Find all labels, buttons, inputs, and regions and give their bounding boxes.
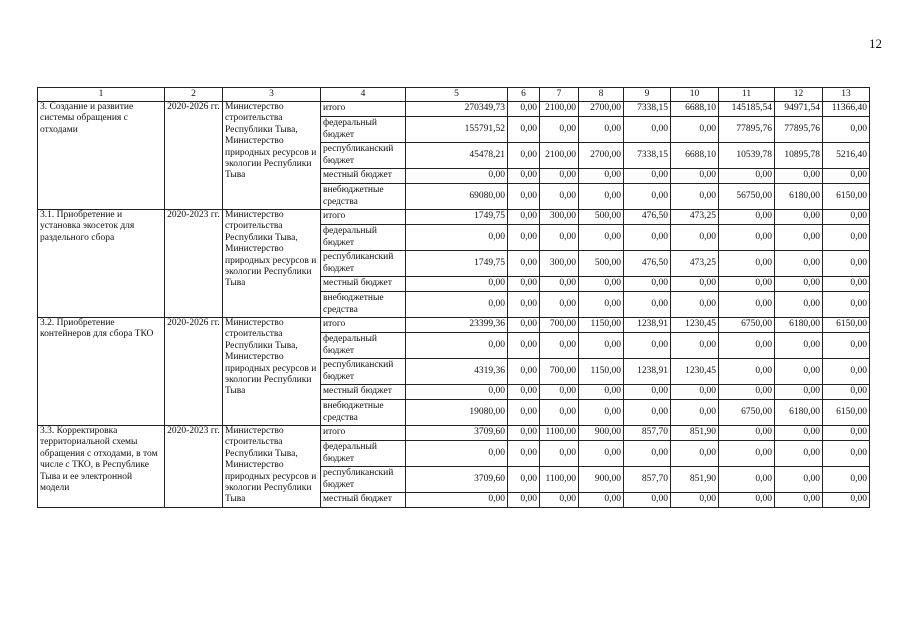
- funding-source-cell: итого: [321, 318, 406, 333]
- page-number: 12: [869, 36, 882, 51]
- funding-source-cell: федеральный бюджет: [321, 333, 406, 359]
- amount-cell: 145185,54: [719, 102, 775, 117]
- amount-cell: 0,00: [508, 143, 540, 169]
- column-header: 13: [823, 88, 870, 102]
- amount-cell: 10895,78: [775, 143, 823, 169]
- amount-cell: 11366,40: [823, 102, 870, 117]
- amount-cell: 0,00: [579, 117, 624, 143]
- amount-cell: 0,00: [624, 385, 671, 400]
- activity-name-cell: 3.2. Приобретение контейнеров для сбора ТКО: [38, 318, 165, 426]
- amount-cell: 1749,75: [406, 210, 508, 225]
- table-row: [38, 102, 870, 117]
- amount-cell: 0,00: [823, 292, 870, 318]
- years-cell: 2020-2023 гг.: [165, 426, 223, 508]
- funding-source-cell: местный бюджет: [321, 277, 406, 292]
- amount-cell: 2700,00: [579, 143, 624, 169]
- amount-cell: 0,00: [624, 225, 671, 251]
- amount-cell: 473,25: [671, 210, 719, 225]
- years-cell: 2020-2023 гг.: [165, 210, 223, 318]
- years-cell: 2020-2026 гг.: [165, 318, 223, 426]
- column-header: 3: [223, 88, 321, 102]
- amount-cell: 6150,00: [823, 400, 870, 426]
- amount-cell: 1230,45: [671, 359, 719, 385]
- amount-cell: 6750,00: [719, 400, 775, 426]
- table-body: [38, 102, 870, 508]
- amount-cell: 3709,60: [406, 467, 508, 493]
- amount-cell: 0,00: [508, 333, 540, 359]
- amount-cell: 94971,54: [775, 102, 823, 117]
- amount-cell: 56750,00: [719, 184, 775, 210]
- amount-cell: 0,00: [579, 169, 624, 184]
- amount-cell: 0,00: [406, 169, 508, 184]
- amount-cell: 1749,75: [406, 251, 508, 277]
- amount-cell: 0,00: [508, 400, 540, 426]
- amount-cell: 0,00: [671, 225, 719, 251]
- amount-cell: 0,00: [775, 467, 823, 493]
- amount-cell: 77895,76: [719, 117, 775, 143]
- ministry-cell: Министерство строительства Республики Тыва, Министерство природных ресурсов и экологии Республики Тыва: [223, 426, 321, 508]
- amount-cell: 0,00: [671, 169, 719, 184]
- amount-cell: 0,00: [775, 251, 823, 277]
- amount-cell: 1100,00: [540, 467, 579, 493]
- amount-cell: 0,00: [624, 169, 671, 184]
- amount-cell: 0,00: [406, 385, 508, 400]
- amount-cell: 69080,00: [406, 184, 508, 210]
- amount-cell: 0,00: [508, 426, 540, 441]
- amount-cell: 0,00: [719, 441, 775, 467]
- amount-cell: 0,00: [719, 359, 775, 385]
- amount-cell: 0,00: [775, 441, 823, 467]
- amount-cell: 0,00: [508, 251, 540, 277]
- amount-cell: 0,00: [406, 292, 508, 318]
- amount-cell: 0,00: [508, 184, 540, 210]
- amount-cell: 0,00: [719, 493, 775, 508]
- amount-cell: 45478,21: [406, 143, 508, 169]
- amount-cell: 1100,00: [540, 426, 579, 441]
- amount-cell: 1150,00: [579, 359, 624, 385]
- activity-name-cell: 3.3. Корректировка территориальной схемы обращения с отходами, в том числе с ТКО, в Республике Тыва и ее электронной модели: [38, 426, 165, 508]
- amount-cell: 1150,00: [579, 318, 624, 333]
- amount-cell: 0,00: [508, 225, 540, 251]
- amount-cell: 0,00: [508, 318, 540, 333]
- amount-cell: 2100,00: [540, 143, 579, 169]
- amount-cell: 0,00: [508, 441, 540, 467]
- amount-cell: 0,00: [508, 493, 540, 508]
- amount-cell: 0,00: [823, 333, 870, 359]
- amount-cell: 0,00: [719, 292, 775, 318]
- amount-cell: 0,00: [624, 333, 671, 359]
- amount-cell: 0,00: [823, 441, 870, 467]
- amount-cell: 0,00: [719, 426, 775, 441]
- amount-cell: 0,00: [540, 400, 579, 426]
- amount-cell: 0,00: [579, 292, 624, 318]
- amount-cell: 0,00: [508, 292, 540, 318]
- amount-cell: 0,00: [719, 277, 775, 292]
- amount-cell: 4319,36: [406, 359, 508, 385]
- amount-cell: 7338,15: [624, 102, 671, 117]
- amount-cell: 0,00: [775, 210, 823, 225]
- funding-source-cell: местный бюджет: [321, 493, 406, 508]
- amount-cell: 500,00: [579, 251, 624, 277]
- funding-source-cell: внебюджетные средства: [321, 292, 406, 318]
- amount-cell: 0,00: [823, 493, 870, 508]
- amount-cell: 6688,10: [671, 143, 719, 169]
- amount-cell: 300,00: [540, 210, 579, 225]
- ministry-cell: Министерство строительства Республики Тыва, Министерство природных ресурсов и экологии Республики Тыва: [223, 210, 321, 318]
- activity-name-cell: 3.1. Приобретение и установка экосеток для раздельного сбора: [38, 210, 165, 318]
- amount-cell: 0,00: [540, 117, 579, 143]
- amount-cell: 0,00: [624, 400, 671, 426]
- amount-cell: 0,00: [775, 292, 823, 318]
- amount-cell: 0,00: [719, 169, 775, 184]
- amount-cell: 6750,00: [719, 318, 775, 333]
- amount-cell: 500,00: [579, 210, 624, 225]
- amount-cell: 0,00: [508, 102, 540, 117]
- amount-cell: 3709,60: [406, 426, 508, 441]
- amount-cell: 19080,00: [406, 400, 508, 426]
- funding-source-cell: местный бюджет: [321, 385, 406, 400]
- amount-cell: 6688,10: [671, 102, 719, 117]
- amount-cell: 77895,76: [775, 117, 823, 143]
- amount-cell: 700,00: [540, 359, 579, 385]
- amount-cell: 0,00: [823, 467, 870, 493]
- amount-cell: 0,00: [671, 184, 719, 210]
- amount-cell: 0,00: [719, 210, 775, 225]
- amount-cell: 0,00: [823, 385, 870, 400]
- amount-cell: 0,00: [540, 493, 579, 508]
- funding-source-cell: республиканский бюджет: [321, 251, 406, 277]
- amount-cell: 0,00: [579, 385, 624, 400]
- table-row: [38, 210, 870, 225]
- funding-source-cell: республиканский бюджет: [321, 359, 406, 385]
- column-header: 2: [165, 88, 223, 102]
- amount-cell: 0,00: [823, 277, 870, 292]
- amount-cell: 0,00: [775, 493, 823, 508]
- amount-cell: 0,00: [719, 385, 775, 400]
- amount-cell: 0,00: [624, 277, 671, 292]
- amount-cell: 0,00: [823, 426, 870, 441]
- amount-cell: 476,50: [624, 210, 671, 225]
- amount-cell: 0,00: [671, 292, 719, 318]
- amount-cell: 0,00: [579, 493, 624, 508]
- column-header: 7: [540, 88, 579, 102]
- amount-cell: 0,00: [579, 441, 624, 467]
- amount-cell: 0,00: [540, 441, 579, 467]
- funding-source-cell: местный бюджет: [321, 169, 406, 184]
- amount-cell: 6180,00: [775, 184, 823, 210]
- amount-cell: 0,00: [719, 333, 775, 359]
- ministry-cell: Министерство строительства Республики Тыва, Министерство природных ресурсов и экологии Республики Тыва: [223, 318, 321, 426]
- amount-cell: 0,00: [406, 277, 508, 292]
- table-row: [38, 318, 870, 333]
- amount-cell: 0,00: [406, 493, 508, 508]
- amount-cell: 0,00: [508, 385, 540, 400]
- amount-cell: 0,00: [579, 225, 624, 251]
- amount-cell: 0,00: [719, 251, 775, 277]
- amount-cell: 0,00: [508, 277, 540, 292]
- amount-cell: 0,00: [823, 251, 870, 277]
- amount-cell: 0,00: [624, 184, 671, 210]
- table-row: [38, 426, 870, 441]
- amount-cell: 0,00: [823, 210, 870, 225]
- amount-cell: 0,00: [823, 225, 870, 251]
- amount-cell: 0,00: [775, 225, 823, 251]
- amount-cell: 0,00: [540, 169, 579, 184]
- amount-cell: 155791,52: [406, 117, 508, 143]
- amount-cell: 10539,78: [719, 143, 775, 169]
- amount-cell: 0,00: [508, 117, 540, 143]
- column-header: 9: [624, 88, 671, 102]
- amount-cell: 851,90: [671, 467, 719, 493]
- column-header: 8: [579, 88, 624, 102]
- amount-cell: 1238,91: [624, 359, 671, 385]
- amount-cell: 0,00: [508, 359, 540, 385]
- amount-cell: 0,00: [671, 385, 719, 400]
- funding-source-cell: внебюджетные средства: [321, 184, 406, 210]
- amount-cell: 6180,00: [775, 318, 823, 333]
- amount-cell: 0,00: [579, 277, 624, 292]
- amount-cell: 0,00: [624, 117, 671, 143]
- amount-cell: 2100,00: [540, 102, 579, 117]
- amount-cell: 0,00: [540, 292, 579, 318]
- amount-cell: 6180,00: [775, 400, 823, 426]
- amount-cell: 0,00: [775, 169, 823, 184]
- budget-table: [37, 87, 870, 508]
- amount-cell: 0,00: [624, 441, 671, 467]
- amount-cell: 0,00: [406, 225, 508, 251]
- amount-cell: 0,00: [624, 292, 671, 318]
- amount-cell: 0,00: [508, 210, 540, 225]
- funding-source-cell: внебюджетные средства: [321, 400, 406, 426]
- amount-cell: 0,00: [775, 359, 823, 385]
- amount-cell: 1238,91: [624, 318, 671, 333]
- amount-cell: 0,00: [823, 117, 870, 143]
- amount-cell: 0,00: [540, 184, 579, 210]
- column-header: 5: [406, 88, 508, 102]
- column-header: 12: [775, 88, 823, 102]
- amount-cell: 0,00: [671, 117, 719, 143]
- amount-cell: 0,00: [719, 225, 775, 251]
- amount-cell: 0,00: [540, 225, 579, 251]
- amount-cell: 0,00: [624, 493, 671, 508]
- amount-cell: 0,00: [579, 333, 624, 359]
- column-header: 11: [719, 88, 775, 102]
- activity-name-cell: 3. Создание и развитие системы обращения с отходами: [38, 102, 165, 210]
- amount-cell: 857,70: [624, 426, 671, 441]
- amount-cell: 0,00: [579, 400, 624, 426]
- funding-source-cell: итого: [321, 426, 406, 441]
- amount-cell: 476,50: [624, 251, 671, 277]
- amount-cell: 0,00: [540, 385, 579, 400]
- column-header: 4: [321, 88, 406, 102]
- amount-cell: 0,00: [775, 385, 823, 400]
- amount-cell: 1230,45: [671, 318, 719, 333]
- amount-cell: 23399,36: [406, 318, 508, 333]
- amount-cell: 0,00: [775, 426, 823, 441]
- years-cell: 2020-2026 гг.: [165, 102, 223, 210]
- amount-cell: 0,00: [719, 467, 775, 493]
- amount-cell: 0,00: [671, 277, 719, 292]
- amount-cell: 0,00: [671, 400, 719, 426]
- amount-cell: 5216,40: [823, 143, 870, 169]
- amount-cell: 6150,00: [823, 318, 870, 333]
- amount-cell: 6150,00: [823, 184, 870, 210]
- amount-cell: 0,00: [671, 333, 719, 359]
- column-header: 10: [671, 88, 719, 102]
- amount-cell: 270349,73: [406, 102, 508, 117]
- amount-cell: 473,25: [671, 251, 719, 277]
- funding-source-cell: итого: [321, 102, 406, 117]
- amount-cell: 0,00: [579, 184, 624, 210]
- amount-cell: 0,00: [671, 441, 719, 467]
- amount-cell: 0,00: [508, 169, 540, 184]
- amount-cell: 900,00: [579, 467, 624, 493]
- amount-cell: 0,00: [775, 333, 823, 359]
- amount-cell: 0,00: [540, 277, 579, 292]
- amount-cell: 300,00: [540, 251, 579, 277]
- amount-cell: 0,00: [406, 441, 508, 467]
- amount-cell: 857,70: [624, 467, 671, 493]
- funding-source-cell: республиканский бюджет: [321, 143, 406, 169]
- header-row: [38, 88, 870, 102]
- funding-source-cell: итого: [321, 210, 406, 225]
- funding-source-cell: федеральный бюджет: [321, 117, 406, 143]
- amount-cell: 851,90: [671, 426, 719, 441]
- amount-cell: 0,00: [823, 169, 870, 184]
- amount-cell: 0,00: [823, 359, 870, 385]
- column-header: 6: [508, 88, 540, 102]
- amount-cell: 0,00: [671, 493, 719, 508]
- amount-cell: 0,00: [406, 333, 508, 359]
- amount-cell: 900,00: [579, 426, 624, 441]
- amount-cell: 700,00: [540, 318, 579, 333]
- amount-cell: 7338,15: [624, 143, 671, 169]
- column-header: 1: [38, 88, 165, 102]
- amount-cell: 0,00: [508, 467, 540, 493]
- funding-source-cell: федеральный бюджет: [321, 225, 406, 251]
- funding-source-cell: республиканский бюджет: [321, 467, 406, 493]
- funding-source-cell: федеральный бюджет: [321, 441, 406, 467]
- amount-cell: 0,00: [540, 333, 579, 359]
- ministry-cell: Министерство строительства Республики Тыва, Министерство природных ресурсов и экологии Республики Тыва: [223, 102, 321, 210]
- amount-cell: 0,00: [775, 277, 823, 292]
- amount-cell: 2700,00: [579, 102, 624, 117]
